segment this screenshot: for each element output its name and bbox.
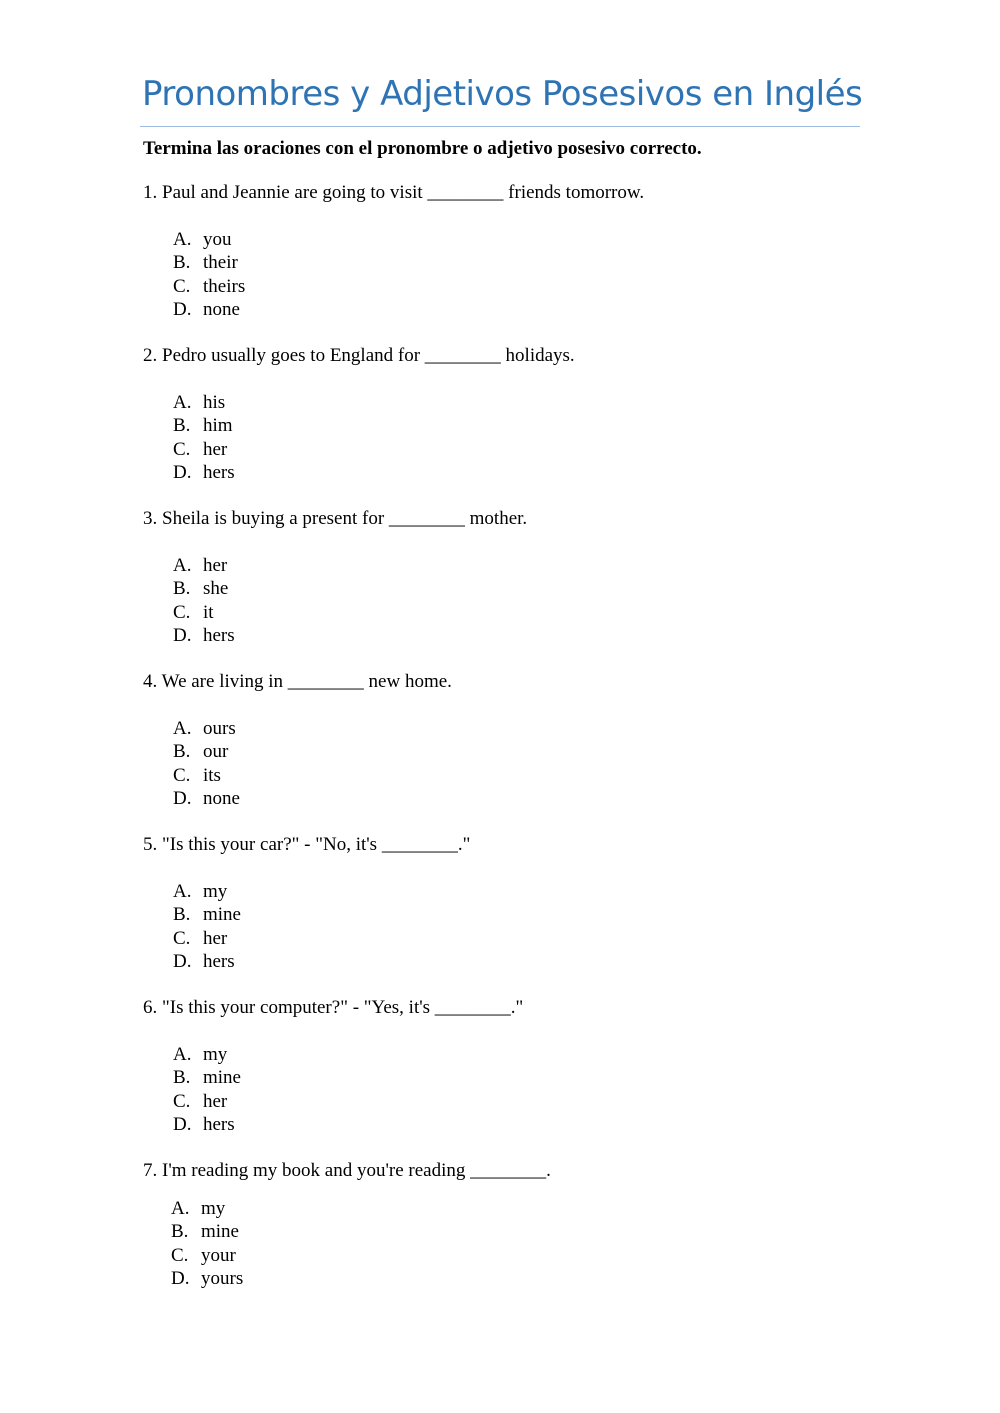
question-5: 5. "Is this your car?" - "No, it's ________.": [143, 834, 471, 855]
question-7: 7. I'm reading my book and you're reading ________.: [143, 1160, 551, 1181]
title-divider: [140, 126, 860, 127]
question-2: 2. Pedro usually goes to England for ________ holidays.: [143, 345, 575, 366]
worksheet-page: Pronombres y Adjetivos Posesivos en Inglés Termina las oraciones con el pronombre o adjetivo posesivo correcto. 1. Paul and Jeannie are going to visit ________ friends tomorrow. A. you B. their C. theirs D. none 2. Pedro usually goes to England for ________ holidays. A. his B. him C. her D. hers 3. Sheila is buying a present for ________ mother. A. her B. she C. it D. hers 4. We are living in ________ new home. A. ours B. our C. its D. none 5. "Is this your car?" - "No, it's ________." A. my B. mine C. her D. hers 6. "Is this your computer?" - "Yes, it's ________." A. my B. mine C. her D. hers 7. I'm reading my book and you're reading ________. A. my B. mine C. your D. yours: [142, 74, 863, 1289]
question-6: 6. "Is this your computer?" - "Yes, it's ________.": [143, 997, 524, 1018]
page-title: Pronombres y Adjetivos Posesivos en Inglés: [142, 74, 863, 114]
question-3: 3. Sheila is buying a present for ________ mother.: [143, 508, 528, 529]
question-1: 1. Paul and Jeannie are going to visit ________ friends tomorrow.: [143, 182, 645, 203]
question-4: 4. We are living in ________ new home.: [143, 671, 452, 692]
instructions: Termina las oraciones con el pronombre o adjetivo posesivo correcto.: [143, 138, 702, 159]
